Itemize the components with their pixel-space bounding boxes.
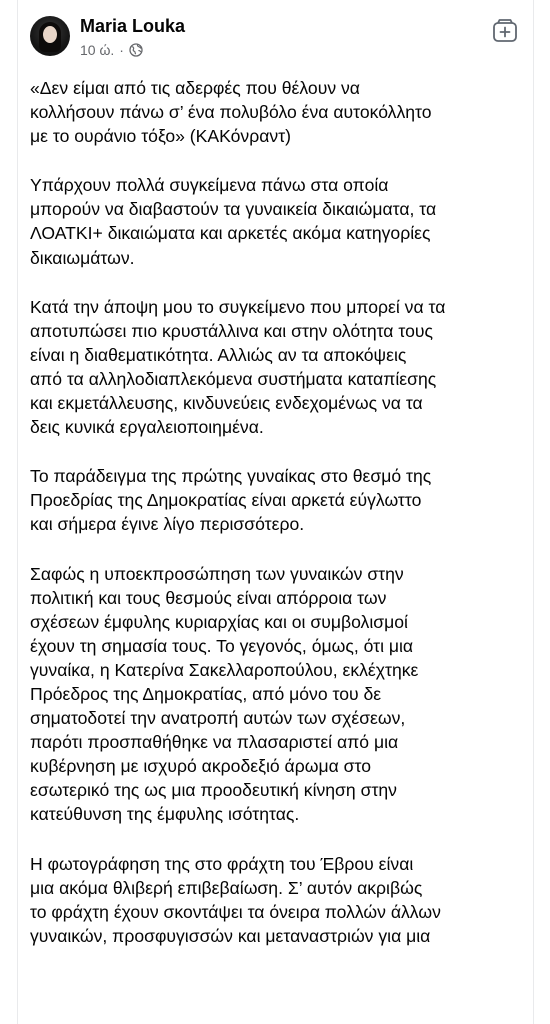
post-timestamp[interactable]: 10 ώ. [80, 42, 115, 58]
post-paragraph-3: Κατά την άποψη μου το συγκείμενο που μπορεί να τα αποτυπώσει πιο κρυστάλλινα και στην ολότητα τους είναι η διαθεματικότητα. Αλλιώς αν τα αποκόψεις από τα αλληλοδιαπλεκόμενα συστήματα καταπίεσης και εκμετάλλευσης, κινδυνεύεις ενδεχομένως να τα δεις κυνικά εργαλειοποιημένα. [30, 296, 446, 438]
post-text [30, 76, 522, 948]
post-meta [80, 42, 143, 58]
post-paragraph-1: «Δεν είμαι από τις αδερφές που θέλουν να κολλήσουν πάνω σ’ ένα πολυβόλο ένα αυτοκόλλητο με το ουράνιο τόξο» (ΚΑΚόνραντ) [30, 78, 432, 147]
author-name[interactable]: Maria Louka [80, 16, 186, 36]
post-header [30, 14, 520, 66]
avatar[interactable] [30, 16, 70, 56]
post-paragraph-4: Το παράδειγμα της πρώτης γυναίκας στο θεσμό της Προεδρίας της Δημοκρατίας είναι αρκετά εύγλωττο και σήμερα έγινε λίγο περισσότερο. [30, 466, 432, 535]
globe-icon[interactable] [129, 43, 143, 57]
avatar-face [43, 26, 57, 43]
post-border-left [17, 0, 18, 1024]
post-paragraph-2: Υπάρχουν πολλά συγκείμενα πάνω στα οποία μπορούν να διαβαστούν τα γυναικεία δικαιώματα, τα ΛΟΑΤΚΙ+ δικαιώματα και αρκετές ακόμα κατηγορίες δικαιωμάτων. [30, 175, 437, 268]
post-paragraph-5: Σαφώς η υποεκπροσώπηση των γυναικών στην πολιτική και τους θεσμούς είναι απόρροια των σχέσεων έμφυλης κυριαρχίας και οι συμβολισμοί έχουν τη σημασία τους. Το γεγονός, όμως, ότι μια γυναίκα, η Κατερίνα Σακελλαροπούλου, εκλέχτηκε Πρόεδρος της Δημοκρατίας, από μόνο του δε σηματοδοτεί την ανατροπή αυτών των σχέσεων, παρότι προσπαθήθηκε να πλασαριστεί από μια κυβέρνηση με ισχυρό ακροδεξιό άρωμα στο εσωτερικό της ως μια προοδευτική κίνηση στην κατεύθυνση της έμφυλης ισότητας. [30, 563, 419, 825]
post-paragraph-6: Η φωτογράφηση της στο φράχτη του Έβρου είναι μια ακόμα θλιβερή επιβεβαίωση. Σ’ αυτόν ακριβώς το φράχτη έχουν σκοντάψει τα όνειρα πολλών άλλων γυναικών, προσφυγισσών και μεταναστριών για μια [30, 853, 441, 946]
bookmark-add-icon [491, 17, 519, 50]
meta-separator: · [119, 42, 124, 58]
post-border-right [533, 0, 534, 1024]
save-post-button[interactable] [490, 18, 520, 48]
